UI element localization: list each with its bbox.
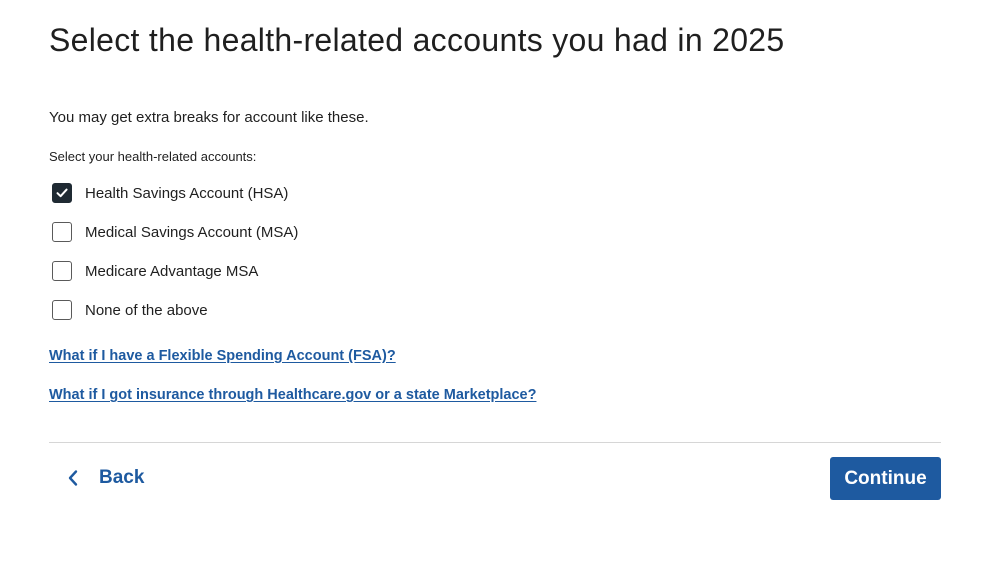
option-hsa[interactable] [52,180,652,206]
option-msa[interactable] [52,219,652,245]
accounts-group-label: Select your health-related accounts: [49,149,257,164]
none-checkbox[interactable] [52,300,72,320]
msa-label: Medical Savings Account (MSA) [85,223,299,241]
chevron-left-icon [67,469,79,487]
msa-checkbox[interactable] [52,222,72,242]
checkmark-icon [55,186,69,200]
marketplace-help-link[interactable]: What if I got insurance through Healthcare.gov or a state Marketplace? [49,387,537,403]
none-label: None of the above [85,301,208,319]
fsa-help-link[interactable]: What if I have a Flexible Spending Account (FSA)? [49,348,396,364]
option-medicare-msa[interactable] [52,258,652,284]
back-button-label: Back [99,467,145,488]
page-title: Select the health-related accounts you had in 2025 [49,22,785,58]
intro-text: You may get extra breaks for account like these. [49,109,369,126]
hsa-checkbox[interactable] [52,183,72,203]
back-button[interactable] [67,462,144,494]
footer-divider [49,442,941,443]
page [49,0,941,563]
medicare-msa-checkbox[interactable] [52,261,72,281]
accounts-checkbox-group [52,180,652,336]
medicare-msa-label: Medicare Advantage MSA [85,262,259,280]
hsa-label: Health Savings Account (HSA) [85,184,289,202]
continue-button[interactable]: Continue [830,457,941,500]
option-none[interactable] [52,297,652,323]
